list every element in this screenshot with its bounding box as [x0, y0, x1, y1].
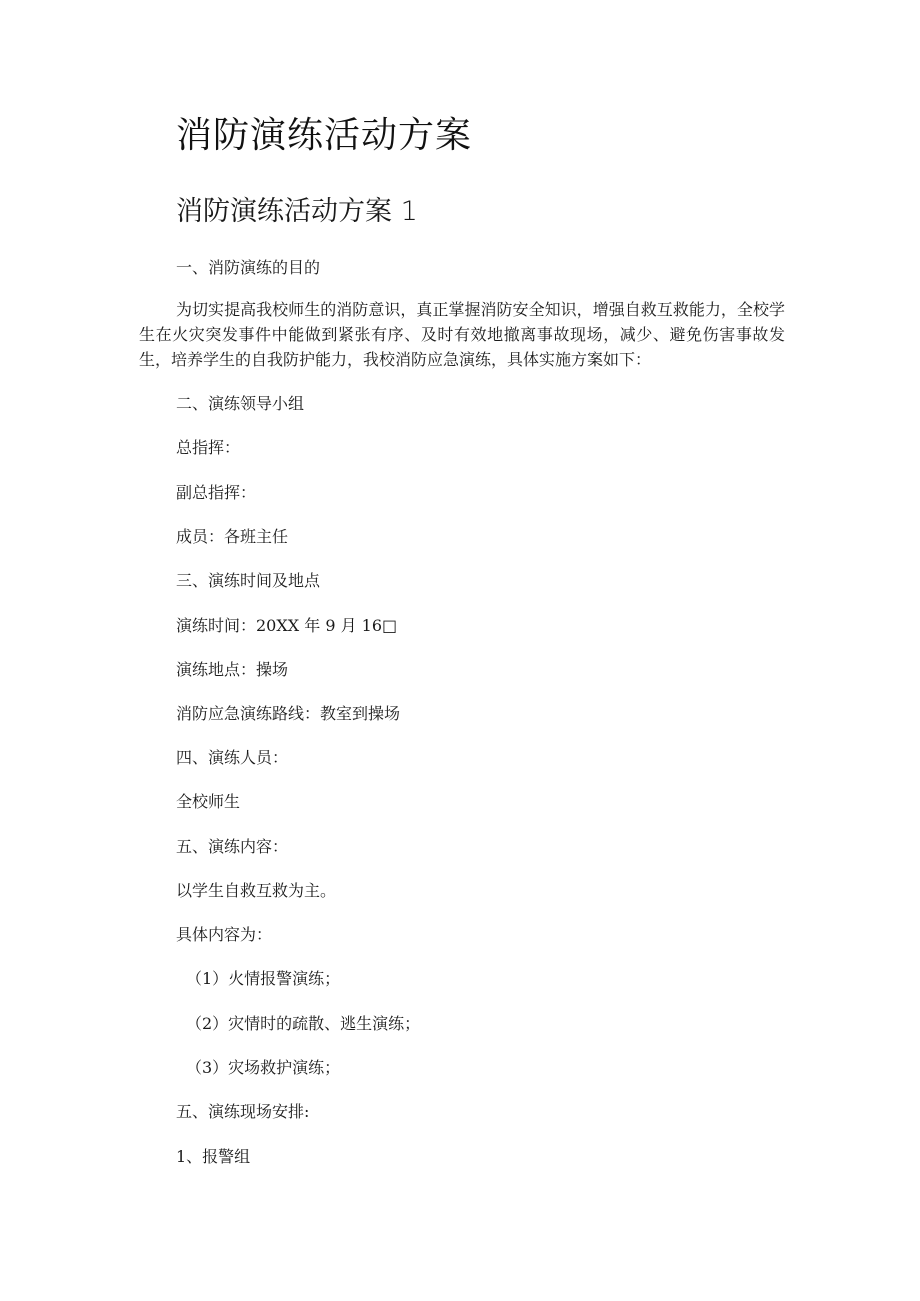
section-heading-content: 五、演练内容：: [176, 837, 289, 856]
purpose-paragraph: 为切实提高我校师生的消防意识，真正掌握消防安全知识，增强自救互救能力，全校学生在火灾突发事件中能做到紧张有序、及时有效地撤离事故现场，减少、避免伤害事故发生，培养学生的自我防护能力，我校消防应急演练，具体实施方案如下：: [139, 300, 785, 369]
section-heading-time-place: 三、演练时间及地点: [176, 571, 321, 590]
drill-place-line: 演练地点：操场: [176, 660, 289, 679]
members-line: 成员：各班主任: [176, 527, 289, 546]
list-item-rescue: （3）灾场救护演练；: [186, 1058, 341, 1077]
document-subtitle: 消防演练活动方案 1: [176, 196, 418, 227]
list-item-evacuation: （2）灾情时的疏散、逃生演练；: [186, 1014, 421, 1033]
list-item-fire-alarm: （1）火情报警演练；: [186, 969, 341, 988]
section-heading-participants: 四、演练人员：: [176, 748, 289, 767]
deputy-commander-line: 副总指挥：: [176, 483, 257, 502]
drill-time-line: 演练时间：20XX 年 9 月 16□: [176, 616, 398, 635]
drill-route-line: 消防应急演练路线：教室到操场: [176, 704, 401, 723]
group-alarm-line: 1、报警组: [176, 1147, 251, 1166]
document-title: 消防演练活动方案: [176, 115, 473, 156]
participants-line: 全校师生: [176, 792, 241, 811]
section-heading-purpose: 一、消防演练的目的: [176, 258, 321, 277]
section-heading-arrangement: 五、演练现场安排:: [176, 1102, 310, 1121]
section-heading-leadership: 二、演练领导小组: [176, 394, 305, 413]
content-detail-intro: 具体内容为：: [176, 925, 273, 944]
content-main-line: 以学生自救互救为主。: [176, 881, 337, 900]
commander-line: 总指挥：: [176, 438, 241, 457]
